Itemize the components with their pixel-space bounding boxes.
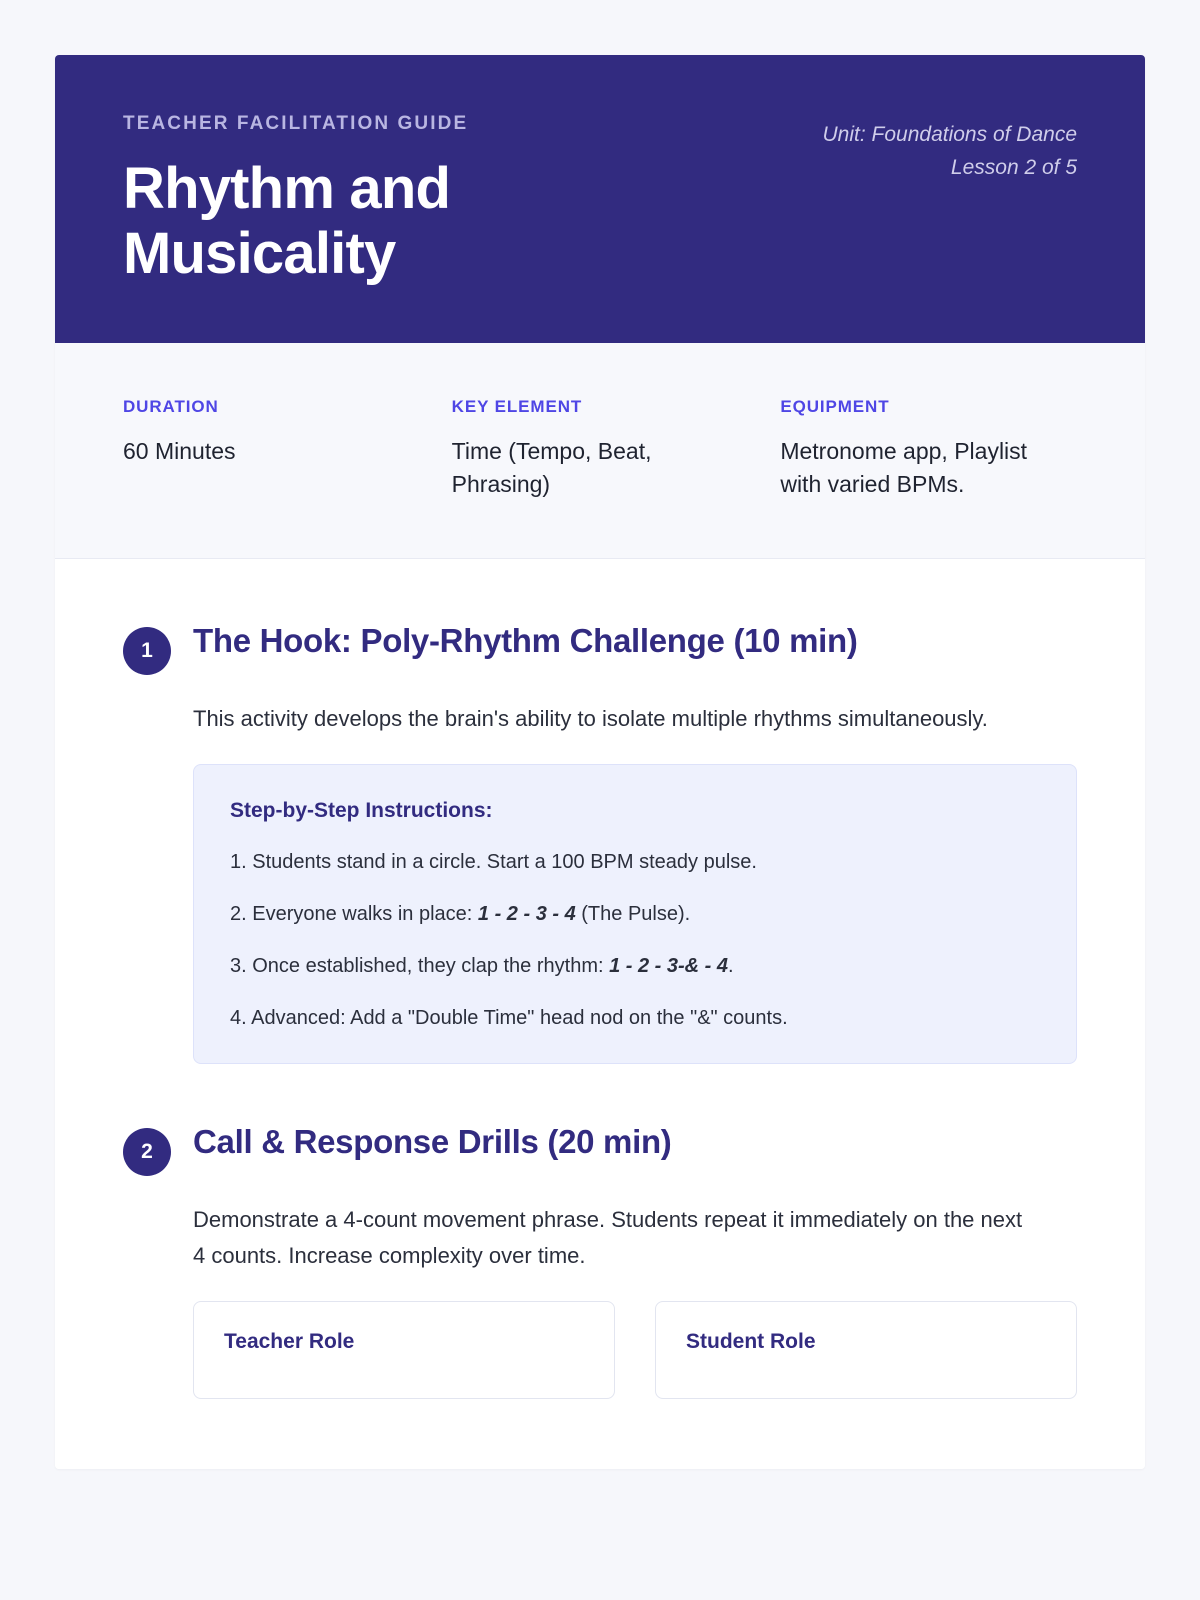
step-number-badge-2: 2 [123, 1128, 171, 1176]
header-meta [823, 113, 1077, 184]
callout-step-2-lead: 2. Everyone walks in place: [230, 903, 478, 926]
meta-value-equipment: Metronome app, Playlist with varied BPMs. [780, 437, 1028, 498]
document-eyebrow: TEACHER FACILITATION GUIDE [123, 113, 469, 134]
meta-strip [55, 343, 1145, 559]
role-card-teacher-title: Teacher Role [224, 1330, 355, 1354]
role-card-student [655, 1301, 1077, 1399]
meta-label-equipment: EQUIPMENT [780, 396, 890, 416]
callout-step-2-emphasis: 1 - 2 - 3 - 4 [477, 903, 576, 926]
page-title: Rhythm and Musicality [123, 156, 451, 286]
role-card-grid [193, 1301, 1077, 1399]
lesson-guide-document [55, 55, 1145, 1469]
callout-step-3-emphasis: 1 - 2 - 3-& - 4 [609, 955, 729, 978]
meta-item-key-element [452, 397, 749, 502]
meta-label-duration: DURATION [123, 396, 219, 416]
section-2-paragraph: Demonstrate a 4-count movement phrase. Students repeat it immediately on the next 4 counts. Increase complexity over time. [193, 1207, 1023, 1268]
lesson-section-1 [123, 621, 1077, 1065]
meta-item-duration [123, 397, 420, 502]
step-by-step-callout [193, 764, 1077, 1064]
meta-label-key-element: KEY ELEMENT [451, 396, 583, 416]
callout-step-2 [230, 899, 1040, 929]
section-1-paragraph: This activity develops the brain's ability to isolate multiple rhythms simultaneously. [193, 705, 988, 731]
role-card-student-title: Student Role [686, 1330, 816, 1354]
callout-step-3-lead: 3. Once established, they clap the rhythm: [230, 955, 610, 978]
document-body [55, 559, 1145, 1470]
callout-title: Step-by-Step Instructions: [230, 799, 493, 823]
callout-step-4 [230, 1003, 1040, 1033]
lesson-section-2 [123, 1122, 1077, 1399]
role-card-teacher [193, 1301, 615, 1399]
lesson-label: Lesson 2 of 5 [950, 155, 1077, 179]
meta-item-equipment [780, 397, 1077, 502]
section-2-title: Call & Response Drills (20 min) [193, 1123, 672, 1161]
section-1-head [123, 621, 1077, 675]
section-2-head [123, 1122, 1077, 1176]
callout-step-2-tail: (The Pulse). [575, 903, 691, 926]
callout-step-1 [230, 847, 1040, 877]
unit-label: Unit: Foundations of Dance [822, 123, 1077, 146]
callout-step-4-lead: 4. Advanced: Add a "Double Time" head nod on the "&" counts. [230, 1007, 788, 1030]
callout-step-3 [230, 951, 1040, 981]
document-header [55, 55, 1145, 343]
meta-value-key-element: Time (Tempo, Beat, Phrasing) [451, 437, 652, 498]
callout-step-3-tail: . [728, 955, 734, 978]
section-1-title: The Hook: Poly-Rhythm Challenge (10 min) [193, 621, 858, 659]
callout-step-1-lead: 1. Students stand in a circle. Start a 100 BPM steady pulse. [230, 851, 757, 874]
meta-value-duration: 60 Minutes [123, 437, 236, 464]
step-number-badge-1: 1 [123, 627, 171, 675]
header-left [123, 113, 553, 287]
section-2-body [123, 1202, 1077, 1399]
section-1-body [123, 701, 1077, 1065]
